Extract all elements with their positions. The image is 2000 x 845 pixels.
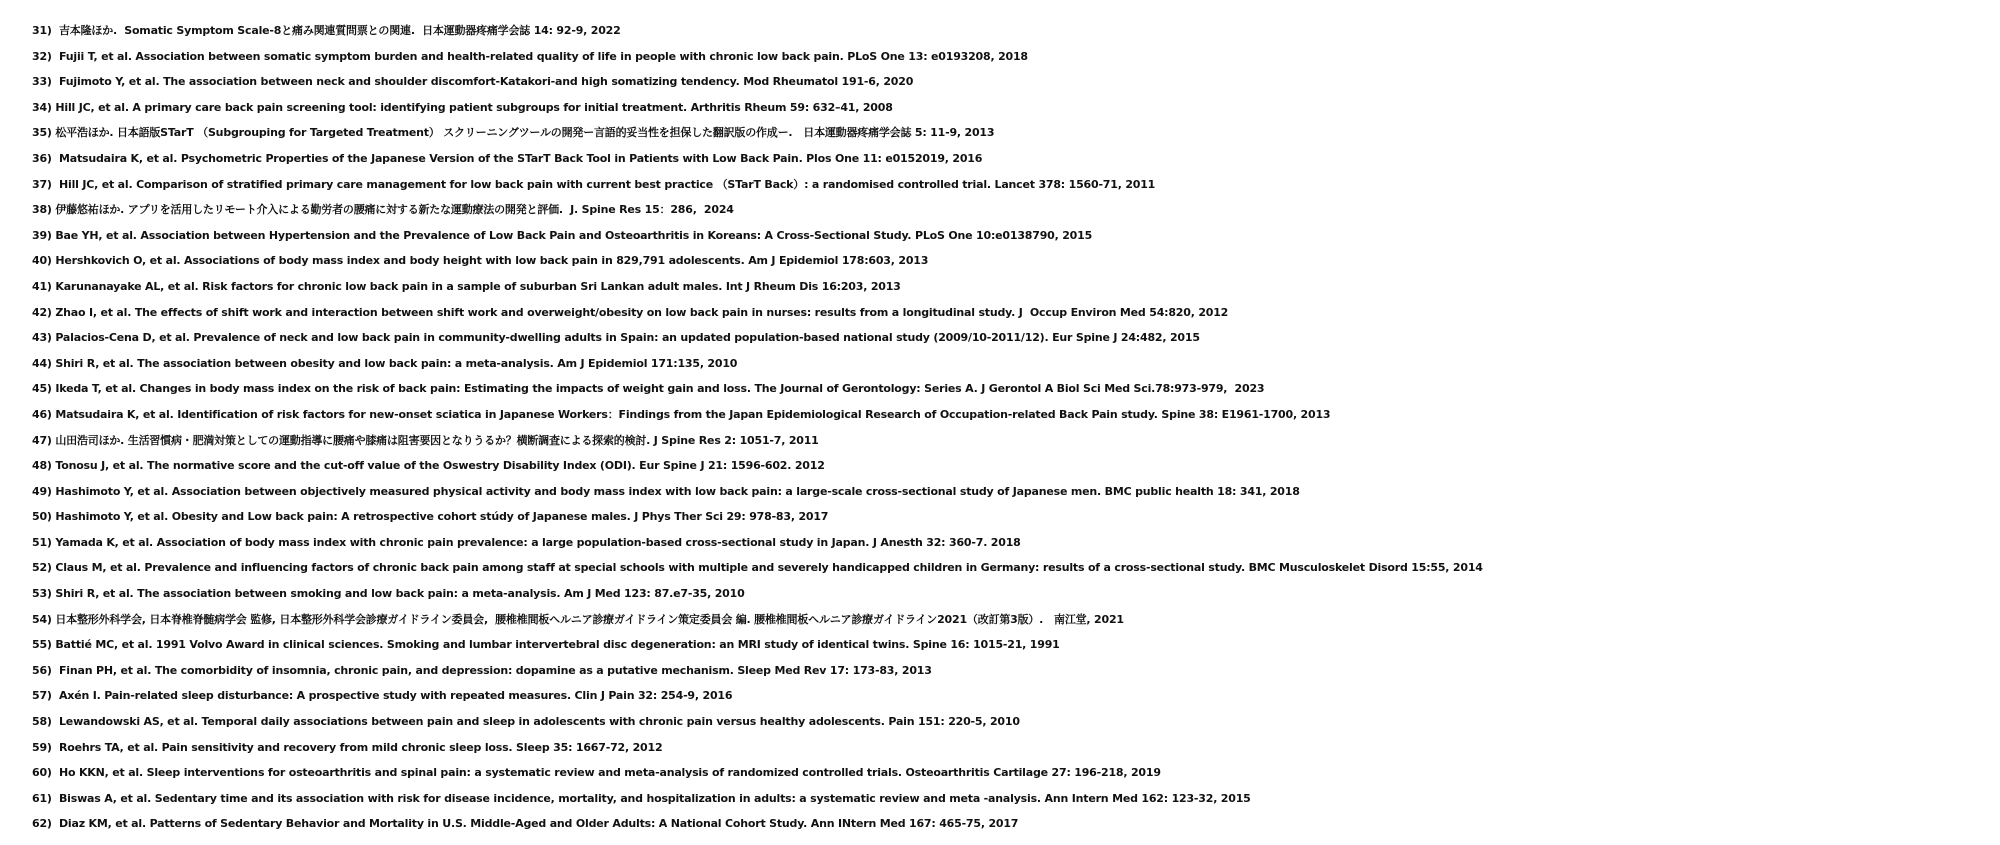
reference-item: 46) Matsudaira K, et al. Identification of risk factors for new-onset sciatica in Japanese Workers：Findings from the Japan Epidemiological Research of Occupation-related Back Pain study. Spine 38: E1961-1700, 2013 (32, 407, 1331, 421)
reference-item: 40) Hershkovich O, et al. Associations of body mass index and body height with low back pain in 829,791 adolescents. Am J Epidemiol 178:603, 2013 (32, 254, 929, 268)
reference-item: 44) Shiri R, et al. The association between obesity and low back pain: a meta-analysis. Am J Epidemiol 171:135, 2010 (32, 356, 738, 370)
reference-item: 62) Diaz KM, et al. Patterns of Sedentary Behavior and Mortality in U.S. Middle-Aged and Older Adults: A National Cohort Study. Ann INtern Med 167: 465-75, 2017 (32, 817, 1019, 831)
reference-item: 35) 松平浩ほか. 日本語版STarT （Subgrouping for Targeted Treatment） スクリーニングツールの開発ー言語的妥当性を担保した翻訳版の作成ー. 日本運動器疼痛学会誌 5: 11-9, 2013 (32, 126, 995, 140)
reference-list (32, 18, 1992, 837)
reference-item: 56) Finan PH, et al. The comorbidity of insomnia, chronic pain, and depression: dopamine as a putative mechanism. Sleep Med Rev 17: 173-83, 2013 (32, 663, 932, 677)
reference-item: 57) Axén I. Pain-related sleep disturbance: A prospective study with repeated measures. Clin J Pain 32: 254-9, 2016 (32, 689, 733, 703)
reference-item: 37) Hill JC, et al. Comparison of stratified primary care management for low back pain with current best practice （STarT Back）: a randomised controlled trial. Lancet 378: 1560-71, 2011 (32, 177, 1156, 191)
reference-item: 52) Claus M, et al. Prevalence and influencing factors of chronic back pain among staff at special schools with multiple and severely handicapped children in Germany: results of a cross-sectional study. BMC Musculoskelet Disord 15:55, 2014 (32, 561, 1483, 575)
reference-item: 45) Ikeda T, et al. Changes in body mass index on the risk of back pain: Estimating the impacts of weight gain and loss. The Journal of Gerontology: Series A. J Gerontol A Biol Sci Med Sci.78:973-979, 2023 (32, 382, 1265, 396)
reference-item: 39) Bae YH, et al. Association between Hypertension and the Prevalence of Low Back Pain and Osteoarthritis in Koreans: A Cross-Sectional Study. PLoS One 10:e0138790, 2015 (32, 228, 1093, 242)
reference-item: 53) Shiri R, et al. The association between smoking and low back pain: a meta-analysis. Am J Med 123: 87.e7-35, 2010 (32, 587, 745, 601)
reference-item: 34) Hill JC, et al. A primary care back pain screening tool: identifying patient subgroups for initial treatment. Arthritis Rheum 59: 632–41, 2008 (32, 100, 893, 114)
reference-item: 58) Lewandowski AS, et al. Temporal daily associations between pain and sleep in adolescents with chronic pain versus healthy adolescents. Pain 151: 220-5, 2010 (32, 715, 1020, 729)
reference-item: 33) Fujimoto Y, et al. The association between neck and shoulder discomfort-Katakori-and high somatizing tendency. Mod Rheumatol 191-6, 2020 (32, 75, 914, 89)
reference-item: 32) Fujii T, et al. Association between somatic symptom burden and health-related quality of life in people with chronic low back pain. PLoS One 13: e0193208, 2018 (32, 49, 1028, 63)
reference-item: 51) Yamada K, et al. Association of body mass index with chronic pain prevalence: a large population-based cross-sectional study in Japan. J Anesth 32: 360-7. 2018 (32, 535, 1021, 549)
reference-item: 49) Hashimoto Y, et al. Association between objectively measured physical activity and body mass index with low back pain: a large-scale cross-sectional study of Japanese men. BMC public health 18: 341, 2018 (32, 484, 1300, 498)
reference-item: 38) 伊藤悠祐ほか. アプリを活用したリモート介入による勤労者の腰痛に対する新たな運動療法の開発と評価. J. Spine Res 15：286, 2024 (32, 203, 734, 217)
reference-item: 55) Battié MC, et al. 1991 Volvo Award in clinical sciences. Smoking and lumbar intervertebral disc degeneration: an MRI study of identical twins. Spine 16: 1015-21, 1991 (32, 638, 1060, 652)
reference-item: 59) Roehrs TA, et al. Pain sensitivity and recovery from mild chronic sleep loss. Sleep 35: 1667-72, 2012 (32, 740, 663, 754)
reference-item: 47) 山田浩司ほか. 生活習慣病・肥満対策としての運動指導に腰痛や膝痛は阻害要因となりうるか？横断調査による探索的検討. J Spine Res 2: 1051-7, 2011 (32, 433, 819, 447)
reference-item: 31) 吉本隆ほか. Somatic Symptom Scale-8と痛み関連質問票との関連. 日本運動器疼痛学会誌 14: 92-9, 2022 (32, 24, 621, 37)
reference-item: 54) 日本整形外科学会, 日本脊椎脊髄病学会 監修, 日本整形外科学会診療ガイドライン委員会, 腰椎椎間板ヘルニア診療ガイドライン策定委員会 編. 腰椎椎間板ヘルニア診療ガイドライン2021（改訂第3版）. 南江堂, 2021 (32, 612, 1124, 626)
reference-item: 42) Zhao I, et al. The effects of shift work and interaction between shift work and overweight/obesity on low back pain in nurses: results from a longitudinal study. J Occup Environ Med 54:820, 2012 (32, 305, 1229, 319)
reference-item: 60) Ho KKN, et al. Sleep interventions for osteoarthritis and spinal pain: a systematic review and meta-analysis of randomized controlled trials. Osteoarthritis Cartilage 27: 196-218, 2019 (32, 766, 1161, 780)
reference-item: 41) Karunanayake AL, et al. Risk factors for chronic low back pain in a sample of suburban Sri Lankan adult males. Int J Rheum Dis 16:203, 2013 (32, 279, 901, 293)
reference-item: 43) Palacios-Cena D, et al. Prevalence of neck and low back pain in community-dwelling adults in Spain: an updated population-based national study (2009/10-2011/12). Eur Spine J 24:482, 2015 (32, 331, 1200, 345)
reference-item: 61) Biswas A, et al. Sedentary time and its association with risk for disease incidence, mortality, and hospitalization in adults: a systematic review and meta -analysis. Ann Intern Med 162: 123-32, 2015 (32, 791, 1251, 805)
reference-item: 50) Hashimoto Y, et al. Obesity and Low back pain: A retrospective cohort stúdy of Japanese males. J Phys Ther Sci 29: 978-83, 2017 (32, 510, 829, 524)
reference-item: 36) Matsudaira K, et al. Psychometric Properties of the Japanese Version of the STarT Back Tool in Patients with Low Back Pain. Plos One 11: e0152019, 2016 (32, 151, 983, 165)
reference-item: 48) Tonosu J, et al. The normative score and the cut-off value of the Oswestry Disability Index (ODI). Eur Spine J 21: 1596-602. 2012 (32, 459, 825, 473)
